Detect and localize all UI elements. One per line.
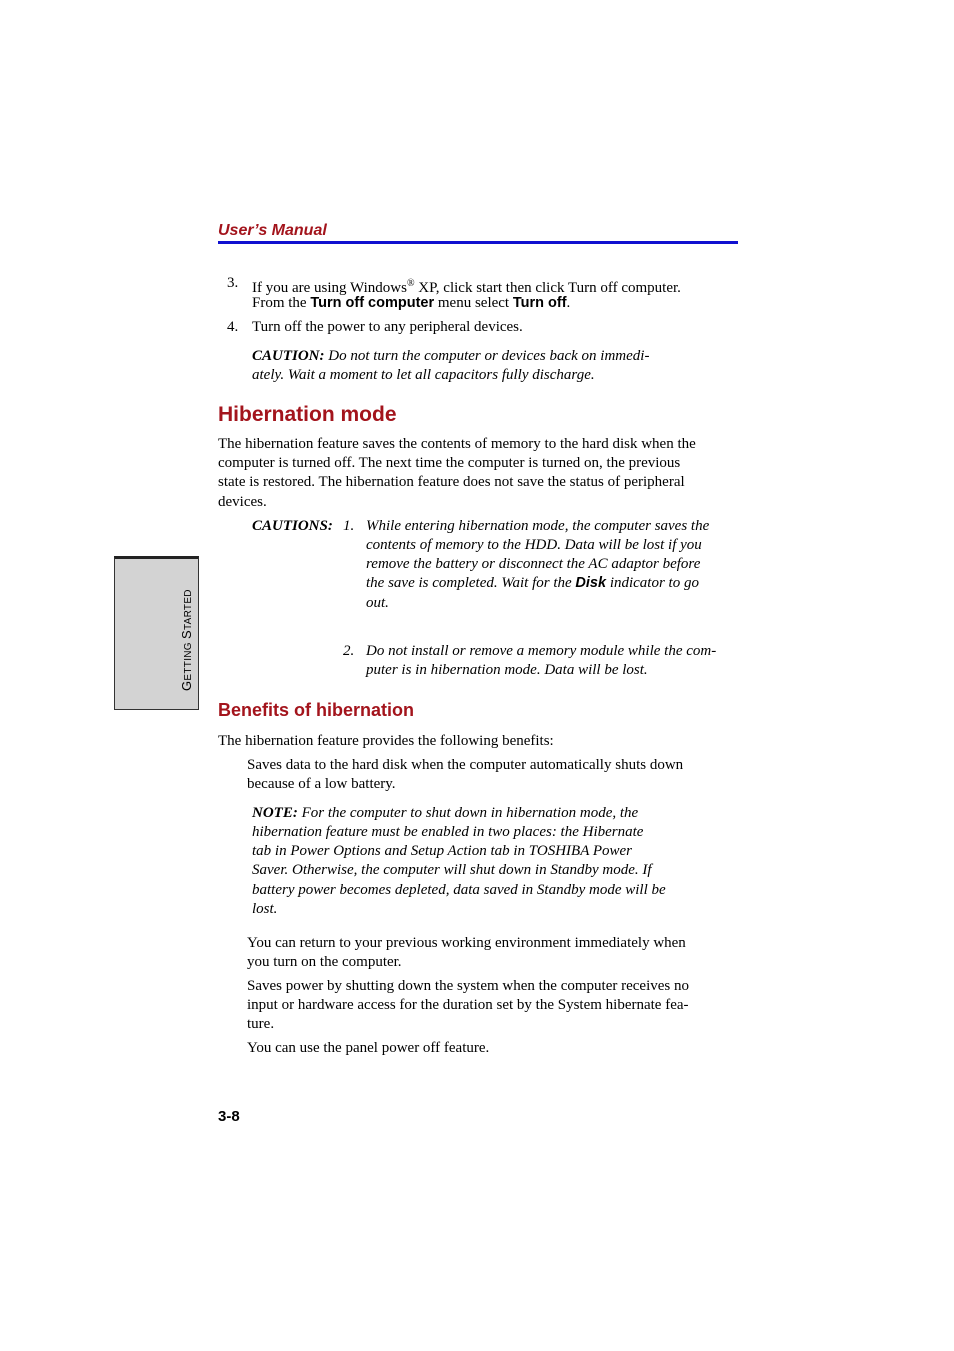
benefits-intro: The hibernation feature provides the following benefits: bbox=[218, 733, 554, 749]
benefit-3-line-2: input or hardware access for the duration set by the System hibernate fea- bbox=[247, 997, 689, 1013]
section-heading-hibernation-mode: Hibernation mode bbox=[218, 403, 397, 426]
step-4-number: 4. bbox=[227, 319, 239, 335]
cautions-item-1-text-b: indicator to go bbox=[606, 575, 699, 591]
registered-mark: ® bbox=[406, 278, 415, 289]
side-tab-cap-2: S bbox=[179, 630, 194, 640]
cautions-item-1-line-1: While entering hibernation mode, the computer saves the bbox=[366, 518, 710, 534]
step-3-text-d: menu select bbox=[434, 295, 513, 311]
note-line-1 bbox=[252, 804, 638, 823]
caution-line-1 bbox=[252, 347, 649, 366]
caution-text-1: Do not turn the computer or devices back on immedi- bbox=[324, 348, 650, 364]
cautions-item-1-line-5: out. bbox=[366, 595, 389, 611]
caution-line-2: ately. Wait a moment to let all capacitors fully discharge. bbox=[252, 367, 595, 383]
page-number: 3-8 bbox=[218, 1108, 240, 1125]
benefit-2-line-1: You can return to your previous working environment immediately when bbox=[247, 935, 686, 951]
note-label: NOTE: bbox=[252, 805, 298, 821]
benefit-3-line-1: Saves power by shutting down the system when the computer receives no bbox=[247, 978, 689, 994]
hibernation-para-line-3: state is restored. The hibernation feature does not save the status of peripheral bbox=[218, 474, 685, 490]
cautions-label: CAUTIONS: bbox=[252, 518, 333, 534]
chapter-side-tab-label bbox=[179, 589, 194, 691]
benefit-4: You can use the panel power off feature. bbox=[247, 1040, 490, 1056]
side-tab-rest-1: ETTING bbox=[183, 639, 194, 681]
caution-label: CAUTION: bbox=[252, 348, 325, 364]
benefit-2-line-2: you turn on the computer. bbox=[247, 954, 402, 970]
note-line-2: hibernation feature must be enabled in two places: the Hibernate bbox=[252, 824, 644, 840]
section-heading-benefits: Benefits of hibernation bbox=[218, 700, 415, 720]
note-line-6: lost. bbox=[252, 901, 278, 917]
step-3-number: 3. bbox=[227, 275, 239, 291]
cautions-item-2-line-2: puter is in hibernation mode. Data will be lost. bbox=[366, 662, 648, 678]
note-text-1: For the computer to shut down in hibernation mode, the bbox=[297, 805, 639, 821]
side-tab-cap-1: G bbox=[179, 680, 194, 691]
step-3-text-b: XP, click start then click Turn off computer. bbox=[414, 280, 681, 296]
step-4-text: Turn off the power to any peripheral devices. bbox=[252, 319, 523, 335]
step-3-line-2 bbox=[252, 294, 570, 313]
disk-indicator-label: Disk bbox=[575, 575, 607, 591]
cautions-item-1-line-2: contents of memory to the HDD. Data will be lost if you bbox=[366, 537, 702, 553]
hibernation-para-line-1: The hibernation feature saves the contents of memory to the hard disk when the bbox=[218, 436, 696, 452]
cautions-item-2-number: 2. bbox=[343, 643, 355, 659]
note-line-3: tab in Power Options and Setup Action tab in TOSHIBA Power bbox=[252, 843, 632, 859]
benefit-1-line-2: because of a low battery. bbox=[247, 776, 396, 792]
cautions-item-2-line-1: Do not install or remove a memory module while the com- bbox=[366, 643, 717, 659]
turn-off-label: Turn off bbox=[512, 295, 567, 311]
turn-off-computer-label: Turn off computer bbox=[310, 295, 435, 311]
hibernation-para-line-4: devices. bbox=[218, 494, 267, 510]
note-line-4: Saver. Otherwise, the computer will shut down in Standby mode. If bbox=[252, 862, 652, 878]
benefit-1-line-1: Saves data to the hard disk when the computer automatically shuts down bbox=[247, 757, 684, 773]
cautions-item-1-line-4 bbox=[366, 574, 699, 593]
cautions-item-1-line-3: remove the battery or disconnect the AC adaptor before bbox=[366, 556, 701, 572]
chapter-side-tab bbox=[114, 556, 199, 710]
step-3-text-e: . bbox=[566, 295, 571, 311]
hibernation-para-line-2: computer is turned off. The next time the computer is turned on, the previous bbox=[218, 455, 681, 471]
benefit-3-line-3: ture. bbox=[247, 1016, 275, 1032]
step-3-text-a: If you are using Windows bbox=[252, 280, 407, 296]
side-tab-rest-2: TARTED bbox=[183, 589, 194, 631]
cautions-item-1-text-a: the save is completed. Wait for the bbox=[366, 575, 576, 591]
note-line-5: battery power becomes depleted, data saved in Standby mode will be bbox=[252, 882, 666, 898]
header-title: User’s Manual bbox=[218, 222, 327, 239]
header-rule bbox=[218, 241, 738, 244]
cautions-item-1-number: 1. bbox=[343, 518, 355, 534]
step-3-text-c: From the bbox=[252, 295, 311, 311]
